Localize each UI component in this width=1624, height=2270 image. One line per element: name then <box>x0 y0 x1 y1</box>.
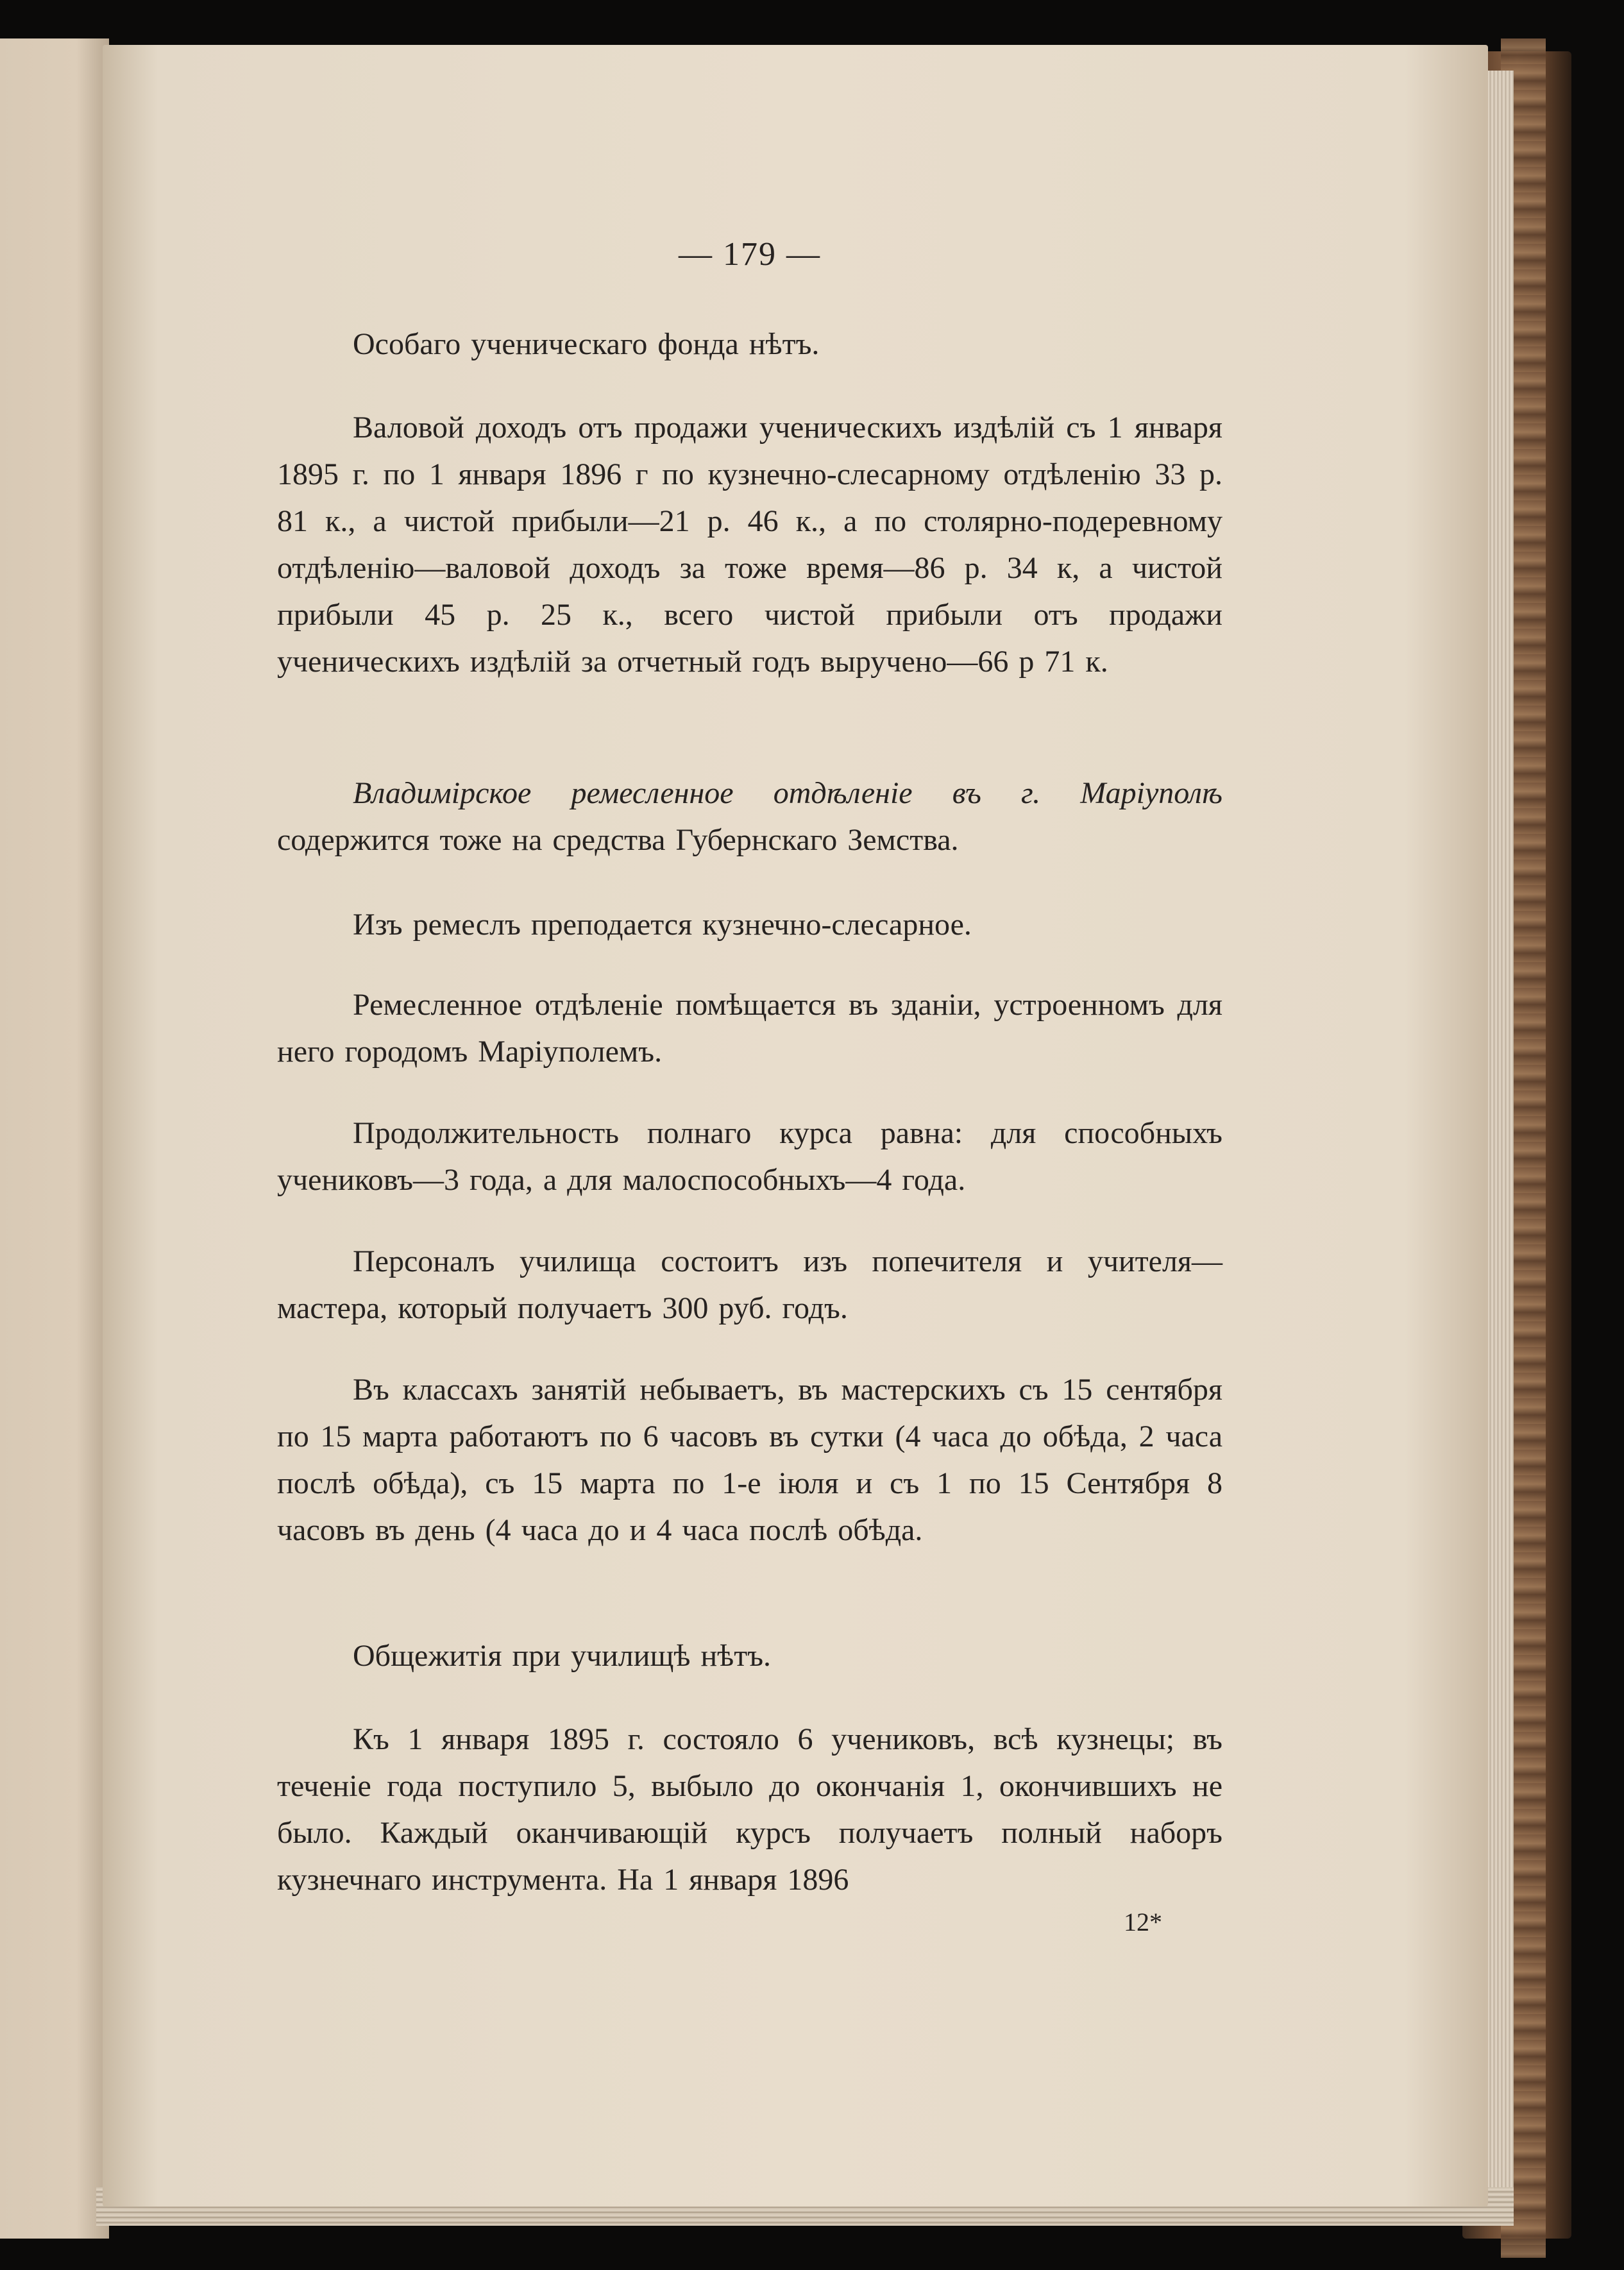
paragraph-3 <box>277 770 1222 863</box>
paragraph-5: Ремесленное отдѣленіе помѣщается въ зданіи, устроенномъ для него городомъ Маріуполемъ. <box>277 988 1222 1069</box>
paragraph-2: Валовой доходъ отъ продажи ученическихъ издѣлій съ 1 января 1895 г. по 1 января 1896 г по кузнечно-слесарному отдѣленію 33 р. 81 к., а чистой прибыли—21 р. 46 к., а по столярно-подеревному отдѣленію—валовой доходъ за тоже время—86 р. 34 к, а чистой прибыли 45 р. 25 к., всего чистой прибыли отъ продажи ученическихъ издѣлій за отчетный годъ выручено—66 р 71 к. <box>277 411 1222 679</box>
paragraph-3-italic: Владимірское ремесленное отдѣленіе въ г. Маріуполѣ <box>353 776 1222 810</box>
paragraph-4: Изъ ремеслъ преподается кузнечно-слесарное. <box>353 908 972 942</box>
paragraph-1: Особаго ученическаго фонда нѣтъ. <box>353 327 820 361</box>
left-page-edge <box>0 38 109 2239</box>
paragraph-3-text: содержится тоже на средства Губернскаго Земства. <box>277 823 959 857</box>
paragraph-10: Къ 1 января 1895 г. состояло 6 учениковъ, всѣ кузнецы; въ теченіе года поступило 5, выбыло до окончанія 1, окончившихъ не было. Каждый оканчивающій курсъ получаетъ полный наборъ кузнечнаго инструмента. На 1 января 1896 <box>277 1722 1222 1897</box>
paragraph-6: Продолжительность полнаго курса равна: для способныхъ учениковъ—3 года, а для малоспособныхъ—4 года. <box>277 1116 1222 1197</box>
paragraph-7: Персоналъ училища состоитъ изъ попечителя и учителя—мастера, который получаетъ 300 руб. годъ. <box>277 1244 1222 1325</box>
page-number: — 179 — <box>679 236 821 273</box>
signature-mark: 12* <box>1124 1908 1162 1936</box>
paragraph-9: Общежитія при училищѣ нѣтъ. <box>353 1639 772 1673</box>
paragraph-8: Въ классахъ занятій небываетъ, въ мастерскихъ съ 15 сентября по 15 марта работаютъ по 6 часовъ въ сутки (4 часа до обѣда, 2 часа послѣ обѣда), съ 15 марта по 1-е іюля и съ 1 по 15 Сентября 8 часовъ въ день (4 часа до и 4 часа послѣ обѣда. <box>277 1373 1222 1547</box>
